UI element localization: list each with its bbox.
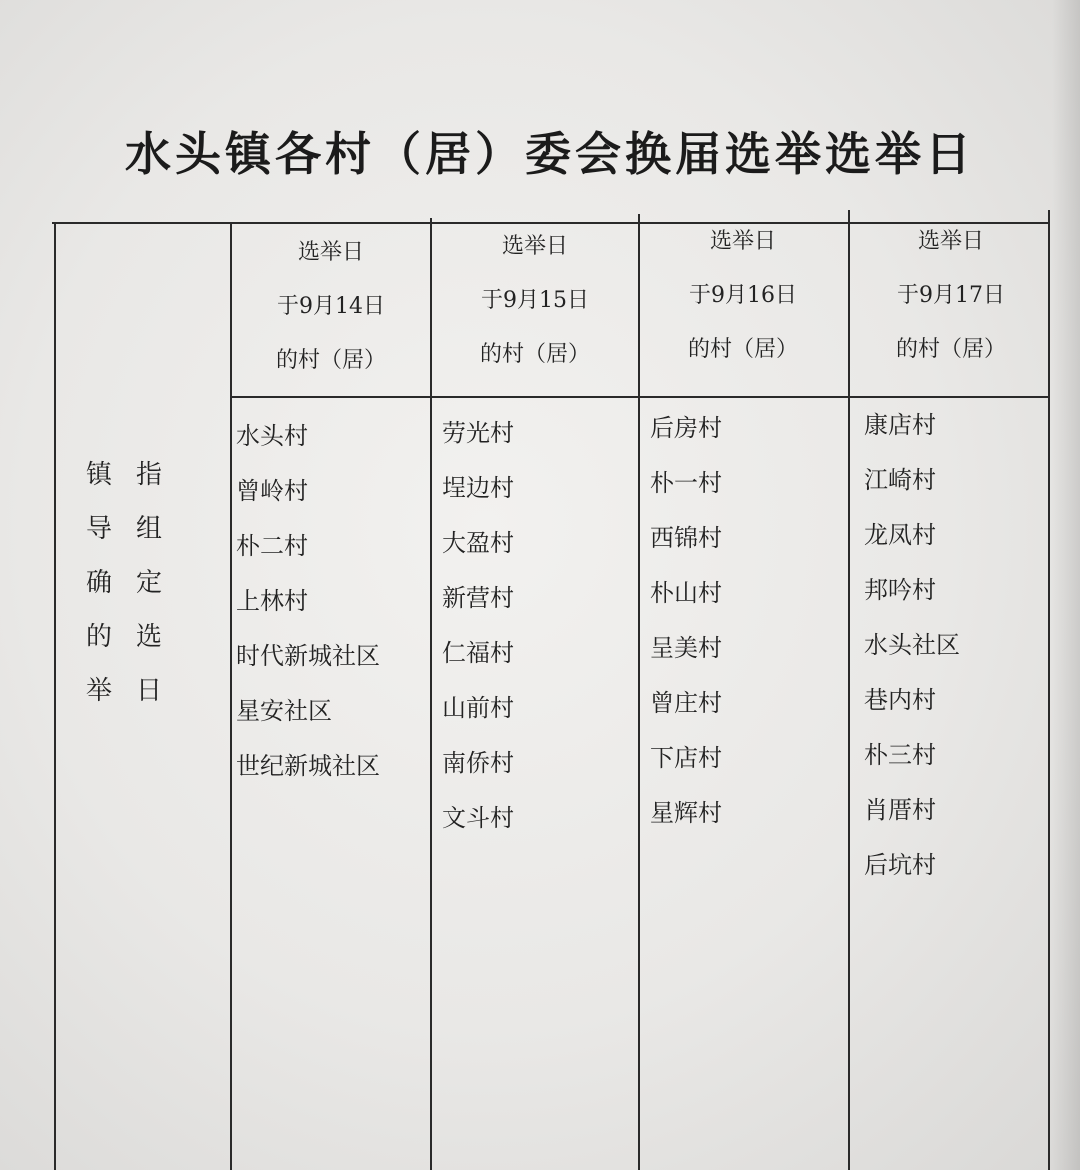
- column-divider-1: [230, 222, 232, 1170]
- list-item: 南侨村: [442, 749, 514, 777]
- list-item: 朴山村: [650, 579, 722, 607]
- list-item: 曾庄村: [650, 689, 722, 717]
- list-item: 西锦村: [650, 524, 722, 552]
- list-item: 水头社区: [864, 631, 960, 659]
- column-header-sep-16: 选举日 于9月16日 的村（居）: [687, 229, 798, 362]
- list-item: 上林村: [236, 587, 308, 615]
- list-item: 下店村: [650, 744, 722, 772]
- village-list-sep-17: [864, 398, 1064, 893]
- list-item: 埕边村: [442, 474, 514, 502]
- list-item: 星安社区: [236, 697, 332, 725]
- table-left-border: [54, 222, 56, 1170]
- row-label-guidance-group-date: 镇 指 导 组 确 定 的 选 举 日: [86, 460, 163, 706]
- list-item: 邦吟村: [864, 576, 936, 604]
- list-item: 星辉村: [650, 799, 722, 827]
- list-item: 肖厝村: [864, 796, 936, 824]
- list-item: 康店村: [864, 411, 936, 439]
- list-item: 后房村: [650, 414, 722, 442]
- list-item: 朴二村: [236, 532, 308, 560]
- column-header-sep-15: 选举日 于9月15日 的村（居）: [479, 234, 590, 367]
- list-item: 龙凤村: [864, 521, 936, 549]
- column-header-sep-17: 选举日 于9月17日 的村（居）: [895, 229, 1006, 362]
- list-item: 曾岭村: [236, 477, 308, 505]
- list-item: 新营村: [442, 584, 514, 612]
- list-item: 呈美村: [650, 634, 722, 662]
- list-item: 朴三村: [864, 741, 936, 769]
- list-item: 后坑村: [864, 851, 936, 879]
- column-header-sep-14: 选举日 于9月14日 的村（居）: [275, 240, 386, 373]
- list-item: 朴一村: [650, 469, 722, 497]
- village-list-sep-16: [650, 401, 850, 841]
- list-item: 文斗村: [442, 804, 514, 832]
- list-item: 巷内村: [864, 686, 936, 714]
- list-item: 水头村: [236, 422, 308, 450]
- list-item: 江崎村: [864, 466, 936, 494]
- list-item: 大盈村: [442, 529, 514, 557]
- list-item: 世纪新城社区: [236, 752, 380, 780]
- list-item: 时代新城社区: [236, 642, 380, 670]
- village-list-sep-14: [236, 409, 436, 794]
- village-list-sep-15: [442, 406, 642, 846]
- list-item: 仁福村: [442, 639, 514, 667]
- list-item: 山前村: [442, 694, 514, 722]
- page-title: 水头镇各村（居）委会换届选举选举日: [125, 127, 975, 181]
- list-item: 劳光村: [442, 419, 514, 447]
